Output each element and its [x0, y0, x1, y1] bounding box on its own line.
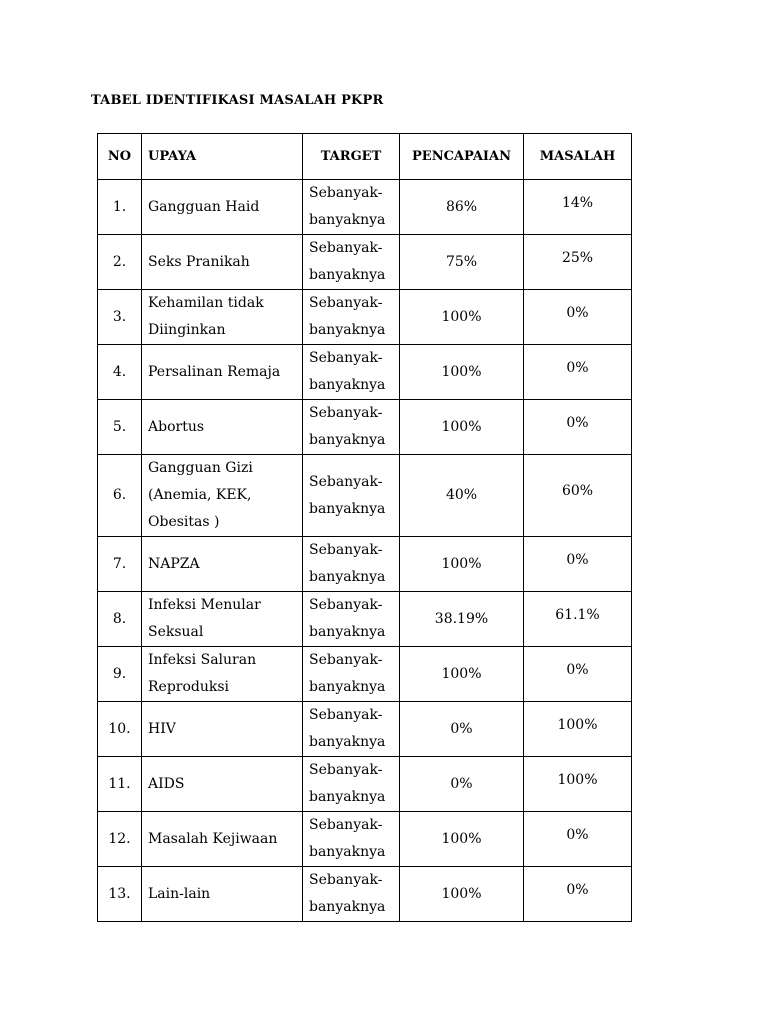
- cell-pencapaian: 75%: [400, 235, 524, 290]
- cell-masalah-value: 0%: [566, 881, 589, 898]
- cell-upaya: NAPZA: [142, 537, 303, 592]
- cell-upaya: Abortus: [142, 400, 303, 455]
- cell-no: 4.: [98, 345, 142, 400]
- cell-no: 9.: [98, 647, 142, 702]
- cell-upaya: Gangguan Gizi (Anemia, KEK, Obesitas ): [142, 455, 303, 537]
- cell-upaya: Seks Pranikah: [142, 235, 303, 290]
- cell-target: Sebanyak-banyaknya: [303, 592, 400, 647]
- cell-pencapaian: 38.19%: [400, 592, 524, 647]
- cell-masalah: [524, 537, 632, 592]
- cell-upaya: Masalah Kejiwaan: [142, 812, 303, 867]
- cell-masalah-value: 14%: [561, 194, 594, 211]
- cell-masalah-value: 0%: [566, 304, 589, 321]
- cell-pencapaian: 0%: [400, 702, 524, 757]
- cell-target: Sebanyak-banyaknya: [303, 537, 400, 592]
- header-target: TARGET: [303, 134, 400, 180]
- cell-masalah: [524, 867, 632, 922]
- cell-masalah-value: 100%: [557, 716, 598, 733]
- table-header-row: [98, 134, 632, 180]
- cell-target: Sebanyak-banyaknya: [303, 867, 400, 922]
- table-row: [98, 180, 632, 235]
- cell-masalah: [524, 400, 632, 455]
- table-row: [98, 592, 632, 647]
- cell-no: 7.: [98, 537, 142, 592]
- cell-upaya: Gangguan Haid: [142, 180, 303, 235]
- cell-pencapaian: 86%: [400, 180, 524, 235]
- cell-target: Sebanyak-banyaknya: [303, 345, 400, 400]
- cell-target: Sebanyak-banyaknya: [303, 180, 400, 235]
- cell-pencapaian: 100%: [400, 400, 524, 455]
- cell-upaya: AIDS: [142, 757, 303, 812]
- cell-no: 6.: [98, 455, 142, 537]
- cell-target: Sebanyak-banyaknya: [303, 757, 400, 812]
- table-row: [98, 647, 632, 702]
- table-row: [98, 537, 632, 592]
- cell-masalah: [524, 702, 632, 757]
- cell-upaya: Kehamilan tidak Diinginkan: [142, 290, 303, 345]
- table-row: [98, 290, 632, 345]
- cell-masalah-value: 0%: [566, 414, 589, 431]
- cell-masalah: [524, 647, 632, 702]
- cell-upaya: Infeksi Saluran Reproduksi: [142, 647, 303, 702]
- table-row: [98, 235, 632, 290]
- header-no: NO: [98, 134, 142, 180]
- table-row: [98, 757, 632, 812]
- cell-target: Sebanyak-banyaknya: [303, 400, 400, 455]
- problem-identification-table: [97, 133, 632, 922]
- cell-upaya: HIV: [142, 702, 303, 757]
- table-row: [98, 345, 632, 400]
- header-upaya: UPAYA: [142, 134, 303, 180]
- table-row: [98, 812, 632, 867]
- cell-masalah: [524, 345, 632, 400]
- cell-masalah-value: 25%: [561, 249, 594, 266]
- table-row: [98, 455, 632, 537]
- cell-pencapaian: 100%: [400, 812, 524, 867]
- header-masalah: MASALAH: [524, 134, 632, 180]
- cell-pencapaian: 100%: [400, 290, 524, 345]
- cell-masalah-value: 61.1%: [555, 606, 600, 623]
- cell-upaya: Infeksi Menular Seksual: [142, 592, 303, 647]
- cell-masalah: [524, 290, 632, 345]
- cell-target: Sebanyak-banyaknya: [303, 235, 400, 290]
- cell-masalah: [524, 592, 632, 647]
- cell-no: 12.: [98, 812, 142, 867]
- cell-masalah: [524, 235, 632, 290]
- cell-masalah-value: 0%: [566, 826, 589, 843]
- document-title: TABEL IDENTIFIKASI MASALAH PKPR: [91, 93, 384, 108]
- cell-target: Sebanyak-banyaknya: [303, 702, 400, 757]
- cell-masalah-value: 100%: [557, 771, 598, 788]
- cell-masalah-value: 0%: [566, 551, 589, 568]
- cell-no: 13.: [98, 867, 142, 922]
- cell-no: 5.: [98, 400, 142, 455]
- cell-pencapaian: 100%: [400, 867, 524, 922]
- cell-no: 8.: [98, 592, 142, 647]
- cell-masalah: [524, 180, 632, 235]
- table-row: [98, 400, 632, 455]
- cell-target: Sebanyak-banyaknya: [303, 812, 400, 867]
- cell-target: Sebanyak-banyaknya: [303, 455, 400, 537]
- cell-pencapaian: 100%: [400, 647, 524, 702]
- cell-masalah: [524, 757, 632, 812]
- header-pencapaian: PENCAPAIAN: [400, 134, 524, 180]
- table-row: [98, 867, 632, 922]
- cell-masalah-value: 60%: [561, 483, 594, 499]
- table-row: [98, 702, 632, 757]
- cell-pencapaian: 0%: [400, 757, 524, 812]
- cell-pencapaian: 100%: [400, 537, 524, 592]
- cell-upaya: Persalinan Remaja: [142, 345, 303, 400]
- cell-target: Sebanyak-banyaknya: [303, 290, 400, 345]
- cell-pencapaian: 40%: [400, 455, 524, 537]
- cell-masalah: [524, 812, 632, 867]
- cell-masalah: [524, 455, 632, 537]
- cell-masalah-value: 0%: [566, 661, 589, 678]
- cell-no: 3.: [98, 290, 142, 345]
- cell-no: 11.: [98, 757, 142, 812]
- cell-masalah-value: 0%: [566, 359, 589, 376]
- cell-pencapaian: 100%: [400, 345, 524, 400]
- cell-no: 2.: [98, 235, 142, 290]
- cell-target: Sebanyak-banyaknya: [303, 647, 400, 702]
- cell-no: 1.: [98, 180, 142, 235]
- cell-no: 10.: [98, 702, 142, 757]
- cell-upaya: Lain-lain: [142, 867, 303, 922]
